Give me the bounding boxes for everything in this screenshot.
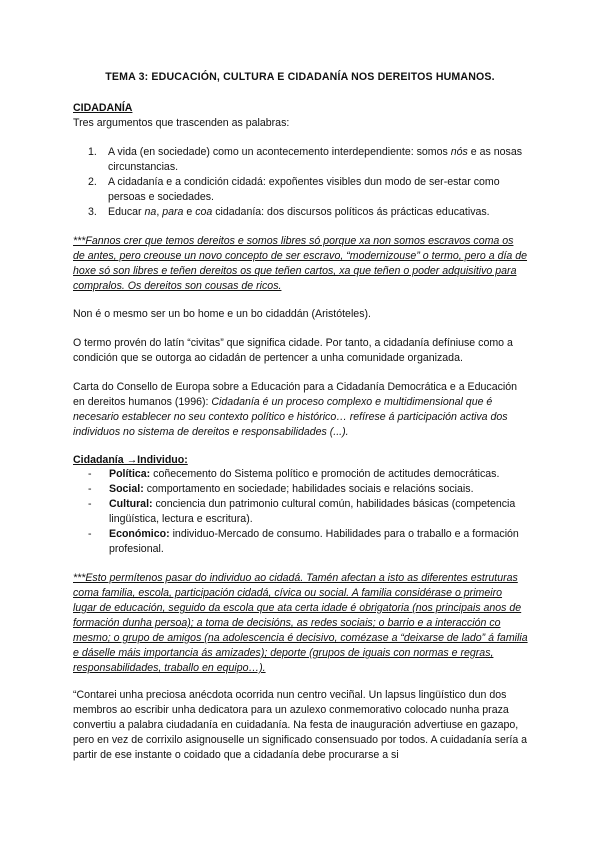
bullet-list [88, 467, 528, 557]
section-heading-cidadania: CIDADANÍA [73, 102, 133, 114]
paragraph-anecdote: “Contarei unha preciosa anécdota ocorrida nun centro veciñal. Un lapsus lingüístico dun dos membros ao escribir unha dedicatora para un azulexo conmemorativo colocado nunha praza convertiu a palabra ciudadanía en cuidadanía. Na festa de inauguración advertiuse en gazapo, pero en vez de corrixilo asignouselle un significado consensuado por todos. A cuidadanía sería a partir de ese instante o coidado que a cidadanía debe procurarse a si [73, 689, 528, 761]
list-emphasis: coa [195, 206, 213, 218]
paragraph-carta [73, 380, 528, 440]
list-number: 1. [88, 146, 97, 158]
item-text: conciencia dun patrimonio cultural común, habilidades básicas (competencia lingüística, lectura e escritura). [109, 498, 516, 525]
list-sep: , [156, 206, 163, 218]
dash-marker: - [88, 483, 92, 495]
note-paragraph-1: ***Fannos crer que temos dereitos e somos libres só porque xa non somos escravos coma os de antes, pero creouse un novo concepto de ser escravo, “modernizouse” o termo, pero a día de hoxe só son libres e teñen dereitos os que teñen cartos, xa que teñen o poder adquisitivo para compralos. Os dereitos son cousas de ricos. [73, 235, 528, 292]
section-heading-individuo: Cidadanía →Individuo: [73, 454, 188, 466]
list-item [88, 467, 528, 482]
list-text-rest: e as nosas circunstancias. [108, 146, 523, 173]
paragraph-aristoteles: Non é o mesmo ser un bo home e un bo cidaddán (Aristóteles). [73, 308, 371, 320]
item-label: Cultural: [109, 498, 153, 510]
list-emphasis: para [162, 206, 184, 218]
paragraph-carta-quote: Cidadanía é un proceso complexo e multidimensional que é necesario establecer no seu contexto político e histórico… refírese á participación activa dos individuos no sistema de dereitos e responsabilidades (...). [73, 396, 508, 438]
list-text-rest: cidadanía: dos discursos políticos ás prácticas educativas. [212, 206, 490, 218]
item-label: Económico: [109, 528, 170, 540]
list-item [88, 145, 528, 175]
paragraph-civitas: O termo provén do latín “civitas” que significa cidade. Por tanto, a cidadanía defíniuse como a condición que se outorga ao cidadán de pertencer a unha comunidade organizada. [73, 337, 513, 364]
list-text: A cidadanía e a condición cidadá: expoñentes visibles dun modo de ser-estar como persoas e sociedades. [108, 176, 500, 203]
list-number: 3. [88, 206, 97, 218]
item-label: Social: [109, 483, 144, 495]
list-emphasis: na [144, 206, 157, 218]
list-item [88, 175, 528, 205]
list-item [88, 527, 528, 557]
list-item [88, 205, 528, 220]
dash-marker: - [88, 468, 92, 480]
item-text: comportamento en sociedade; habilidades sociais e relacións sociais. [143, 483, 474, 495]
numbered-list [88, 145, 528, 220]
item-text: individuo-Mercado de consumo. Habilidades para o traballo e a formación profesional. [109, 528, 519, 555]
list-item [88, 497, 528, 527]
list-emphasis: nós [450, 146, 468, 158]
note-paragraph-2: ***Esto permítenos pasar do individuo ao cidadá. Tamén afectan a isto as diferentes estruturas coma familia, escola, participación cidadá, cívica ou social. A familia considérase o primeiro lugar de educación, seguido da escola que ata certa idade é obrigatoria (nos principais anos de formación dunha persoa); a toma de decisións, as redes sociais; o barrio e a interacción co mesmo; o grupo de amigos (na adolescencia é decisivo, comézase a “deixarse de lado” á familia e dáselle máis importancia ás amizades); deporte (grupos de iguais con normas e regras, responsabilidades, traballo en equipo…). [73, 572, 528, 674]
list-text: A vida (en sociedade) como un acontecemento interdependiente: somos [108, 146, 451, 158]
list-item [88, 482, 528, 497]
item-label: Política: [109, 468, 151, 480]
page-title: TEMA 3: EDUCACIÓN, CULTURA E CIDADANÍA NOS DEREITOS HUMANOS. [105, 71, 495, 83]
list-text: Educar [108, 206, 145, 218]
paragraph-carta-plain: Carta do Consello de Europa sobre a Educación para a Cidadanía Democrática e a Educación en dereitos humanos (1996): [73, 381, 518, 408]
list-sep: e [183, 206, 196, 218]
list-number: 2. [88, 176, 97, 188]
intro-text: Tres argumentos que trascenden as palabras: [73, 117, 290, 129]
dash-marker: - [88, 498, 92, 510]
item-text: coñecemento do Sistema político e promoción de actitudes democráticas. [150, 468, 500, 480]
dash-marker: - [88, 528, 92, 540]
